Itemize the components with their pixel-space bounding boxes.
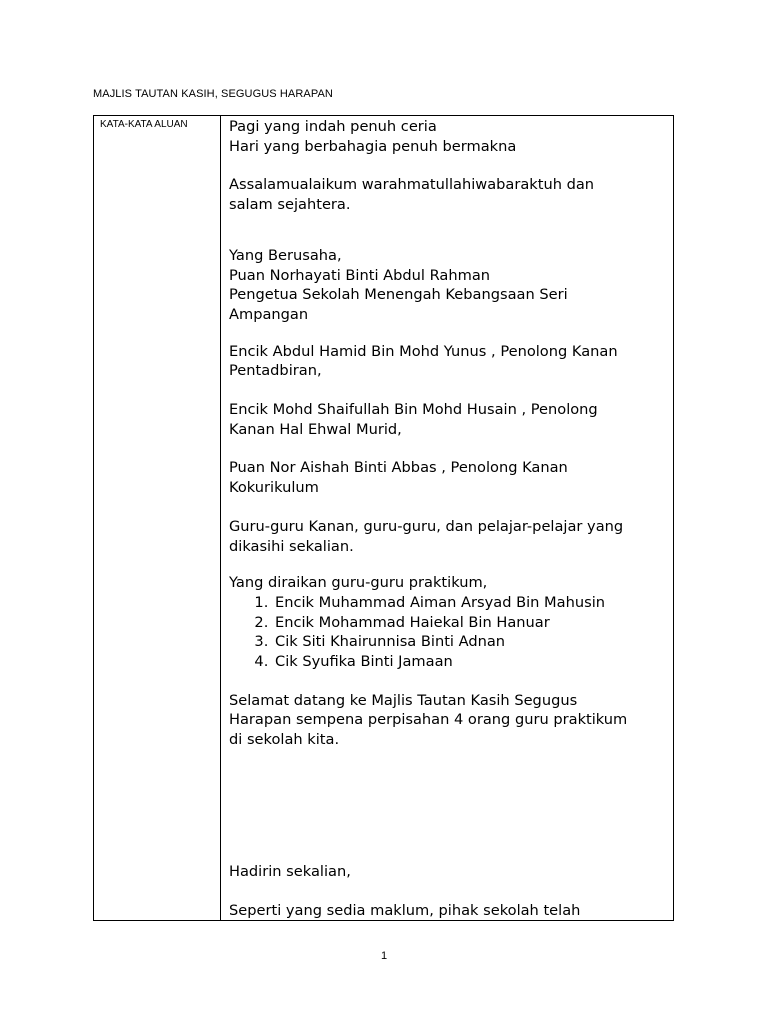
column-divider [220,116,221,920]
salam-line: salam sejahtera. [229,196,351,214]
speech-table [93,115,674,921]
assistant-principal-line: Pentadbiran, [229,362,322,380]
section-label: KATA-KATA ALUAN [100,119,188,130]
assistant-principal-line: Encik Mohd Shaifullah Bin Mohd Husain , Penolong [229,401,598,419]
list-item: 4. Cik Syufika Binti Jamaan [273,652,669,672]
principal-line: Pengetua Sekolah Menengah Kebangsaan Seri [229,286,568,304]
teachers-line: dikasihi sekalian. [229,537,354,555]
assistant-principal-line: Kokurikulum [229,479,319,497]
welcome-line: Selamat datang ke Majlis Tautan Kasih Segugus [229,691,578,709]
assistant-principal-line: Kanan Hal Ehwal Murid, [229,420,402,438]
welcome-line: di sekolah kita. [229,731,340,749]
teachers-line: Guru-guru Kanan, guru-guru, dan pelajar-pelajar yang [229,517,624,535]
welcome-line: Harapan sempena perpisahan 4 orang guru praktikum [229,711,628,729]
salam-line: Assalamualaikum warahmatullahiwabaraktuh dan [229,176,595,194]
greeting-line: Pagi yang indah penuh ceria [229,118,437,135]
list-item: 3. Cik Siti Khairunnisa Binti Adnan [273,632,669,652]
assistant-principal-line: Encik Abdul Hamid Bin Mohd Yunus , Penolong Kanan [229,342,618,360]
greeting-line: Hari yang berbahagia penuh bermakna [229,137,517,155]
page-number: 1 [380,950,388,962]
principal-line: Ampangan [229,305,309,323]
closing-line: Seperti yang sedia maklum, pihak sekolah telah [229,901,581,919]
list-item: 1. Encik Muhammad Aiman Arsyad Bin Mahusin [273,593,669,613]
assistant-principal-line: Puan Nor Aishah Binti Abbas , Penolong Kanan [229,459,568,477]
hadirin-line: Hadirin sekalian, [229,862,351,880]
praktikum-list [229,593,669,672]
praktikum-intro: Yang diraikan guru-guru praktikum, [229,574,488,592]
speech-content [229,117,669,920]
document-title: MAJLIS TAUTAN KASIH, SEGUGUS HARAPAN [93,88,333,100]
principal-line: Puan Norhayati Binti Abdul Rahman [229,266,491,284]
principal-line: Yang Berusaha, [229,246,342,264]
list-item: 2. Encik Mohammad Haiekal Bin Hanuar [273,613,669,633]
